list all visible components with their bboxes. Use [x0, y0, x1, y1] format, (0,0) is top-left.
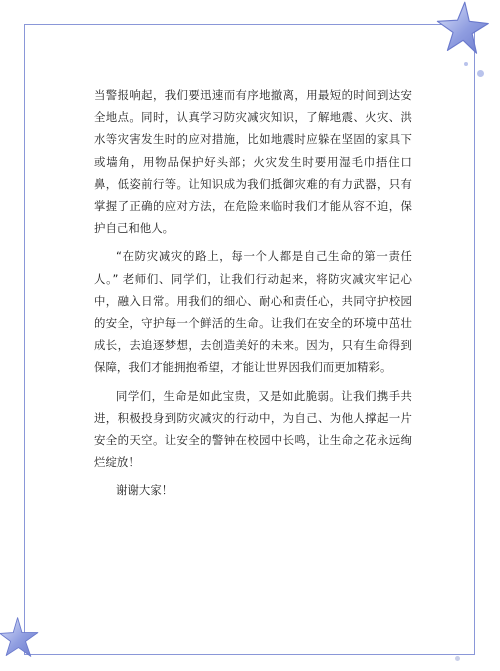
document-body: [94, 84, 412, 508]
paragraph: 当警报响起，我们要迅速而有序地撤离，用最短的时间到达安全地点。同时，认真学习防灾减灾知识，了解地震、火灾、洪水等灾害发生时的应对措施，比如地震时应躲在坚固的家具下或墙角，用物品保护好头部；火灾发生时要用湿毛巾捂住口鼻，低姿前行等。让知识成为我们抵御灾难的有力武器，只有掌握了正确的应对方法，在危险来临时我们才能从容不迫，保护自己和他人。: [94, 88, 412, 236]
decor-dot: [455, 656, 460, 661]
star-decoration-icon: [434, 0, 490, 56]
decor-dot: [464, 62, 468, 66]
decor-dot: [477, 70, 484, 77]
star-decoration-icon: [0, 615, 44, 659]
paragraph: 同学们，生命是如此宝贵，又是如此脆弱。让我们携手共进，积极投身到防灾减灾的行动中，为自己、为他人撑起一片安全的天空。让安全的警钟在校园中长鸣，让生命之花永远绚烂绽放！: [94, 388, 412, 470]
closing-line: 谢谢大家！: [116, 483, 174, 498]
paragraph: “在防灾减灾的路上，每一个人都是自己生命的第一责任人。” 老师们、同学们，让我们行动起来，将防灾减灾牢记心中，融入日常。用我们的细心、耐心和责任心，共同守护校园的安全，守护每一个鲜活的生命。让我们在安全的环境中茁壮成长，去追逐梦想，去创造美好的未来。因为，只有生命得到保障，我们才能拥抱希望，才能让世界因我们而更加精彩。: [94, 249, 412, 375]
